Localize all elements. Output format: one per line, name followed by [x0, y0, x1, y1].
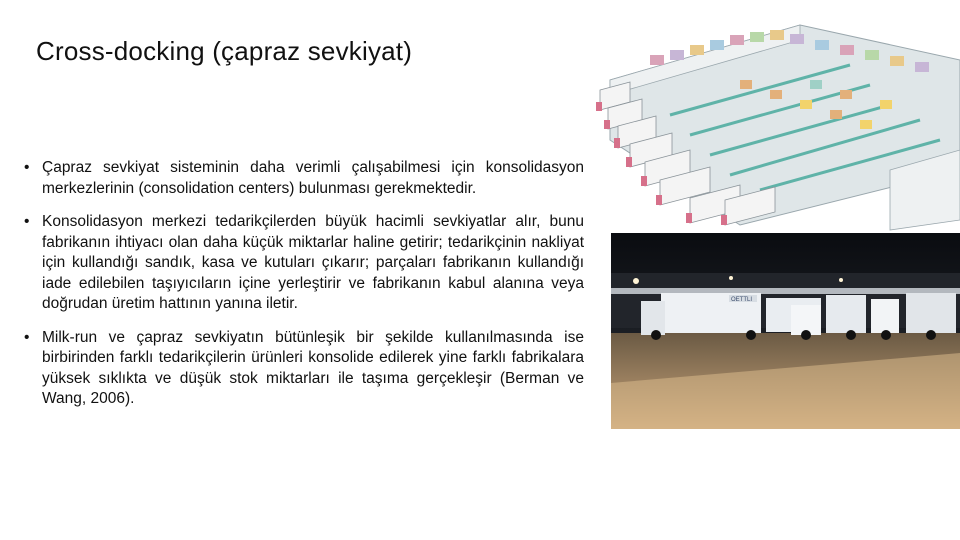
- bullet-icon: •: [24, 328, 30, 346]
- trucks-dock-photo: [611, 233, 960, 429]
- trailer-text: OETTLI: [731, 297, 753, 303]
- slide-title: Cross-docking (çapraz sevkiyat): [36, 36, 413, 66]
- bullet-icon: •: [24, 213, 30, 230]
- bullet-text: Milk-run ve çapraz sevkiyatın bütünleşik bir şekilde kullanılmasında ise birbirinden farklı tedarikçilerin ürünleri konsolide edilerek yine farklı fabrikalara yüksek sıklıkta ve düşük stok miktarları ile taşıma gerçekleşir (Berman ve Wang, 2006).: [42, 328, 584, 407]
- bullet-item: [24, 212, 584, 315]
- bullet-icon: •: [24, 159, 30, 176]
- bullet-list: [24, 158, 584, 423]
- warehouse-illustration: [590, 20, 960, 232]
- bullet-text: Çapraz sevkiyat sisteminin daha verimli çalışabilmesi için konsolidasyon merkezlerinin (consolidation centers) bulunması gerekmektedir.: [42, 159, 584, 197]
- bullet-item: [24, 158, 584, 199]
- bullet-item: [24, 328, 584, 410]
- bullet-text: Konsolidasyon merkezi tedarikçilerden büyük hacimli sevkiyatlar alır, bunu fabrikanın ihtiyacı olan daha küçük miktarlar haline getirir; tedarikçinin nakliyat için kullandığı sandık, kasa ve kutuları çıkarır; parçaları fabrikanın kullandığı iade edilebilen taşıyıcıların içine yerleştirir ve fabrikanın kabul alanına veya doğrudan üretim hattının yanına iletir.: [42, 213, 584, 312]
